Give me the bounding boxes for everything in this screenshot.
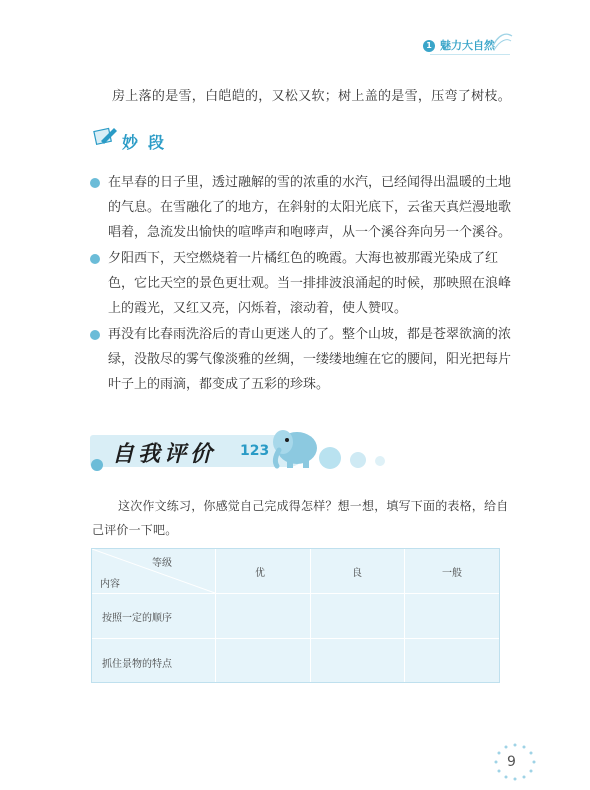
page-number: 9 (507, 754, 516, 770)
table-divider (92, 638, 499, 639)
bubble-dots-icon (318, 442, 390, 474)
table-divider (310, 549, 311, 682)
evaluation-table (91, 548, 500, 683)
banner-dot-icon (90, 458, 104, 472)
table-divider (215, 549, 216, 682)
row-label: 按照一定的顺序 (102, 613, 172, 624)
header-underline (430, 54, 510, 55)
intro-paragraph: 房上落的是雪，白皑皑的，又松又软；树上盖的是雪，压弯了树枝。 (112, 89, 512, 104)
excerpt-paragraph (108, 170, 518, 245)
table-divider (404, 549, 405, 682)
swirl-decoration-icon (490, 30, 514, 52)
excerpt-paragraph (108, 246, 518, 321)
pencil-note-icon (92, 125, 118, 147)
row-label: 抓住景物的特点 (102, 659, 172, 670)
elephant-mascot-icon (265, 420, 325, 470)
section-title: 妙段 (122, 133, 175, 152)
column-header: 优 (255, 568, 265, 579)
excerpt-text: 再没有比春雨洗浴后的青山更迷人的了。整个山坡，都是苍翠欲滴的浓绿，没散尽的雾气像淡雅的丝绸，一缕缕地缠在它的腰间，阳光把每片叶子上的雨滴，都变成了五彩的珍珠。 (108, 327, 512, 392)
excerpt-paragraph (108, 322, 518, 397)
banner-number: 123 (240, 443, 270, 459)
bullet-dot-icon (90, 178, 100, 188)
chapter-title: 魅力大自然 (440, 39, 495, 52)
self-evaluation-banner (90, 420, 510, 480)
chapter-badge: 1 (423, 40, 435, 52)
table-divider (92, 593, 499, 594)
evaluation-instruction: 这次作文练习，你感觉自己完成得怎样？想一想，填写下面的表格，给自己评价一下吧。 (92, 499, 509, 537)
corner-label-content: 内容 (100, 579, 120, 590)
bullet-dot-icon (90, 330, 100, 340)
column-header: 一般 (442, 568, 462, 579)
page-header (0, 0, 590, 60)
banner-title: 自我评价 (112, 442, 217, 467)
corner-label-grade: 等级 (152, 558, 172, 569)
excerpt-text: 夕阳西下，天空燃烧着一片橘红色的晚霞。大海也被那霞光染成了红色，它比天空的景色更壮观。当一排排波浪涌起的时候，那映照在浪峰上的霞光，又红又亮，闪烁着，滚动着，使人赞叹。 (108, 251, 512, 316)
column-header: 良 (352, 568, 362, 579)
bullet-dot-icon (90, 254, 100, 264)
excerpt-text: 在早春的日子里，透过融解的雪的浓重的水汽，已经闻得出温暖的土地的气息。在雪融化了的地方，在斜射的太阳光底下，云雀天真烂漫地歌唱着，急流发出愉快的喧哗声和咆哮声，从一个溪谷奔向另一个溪谷。 (108, 175, 512, 240)
